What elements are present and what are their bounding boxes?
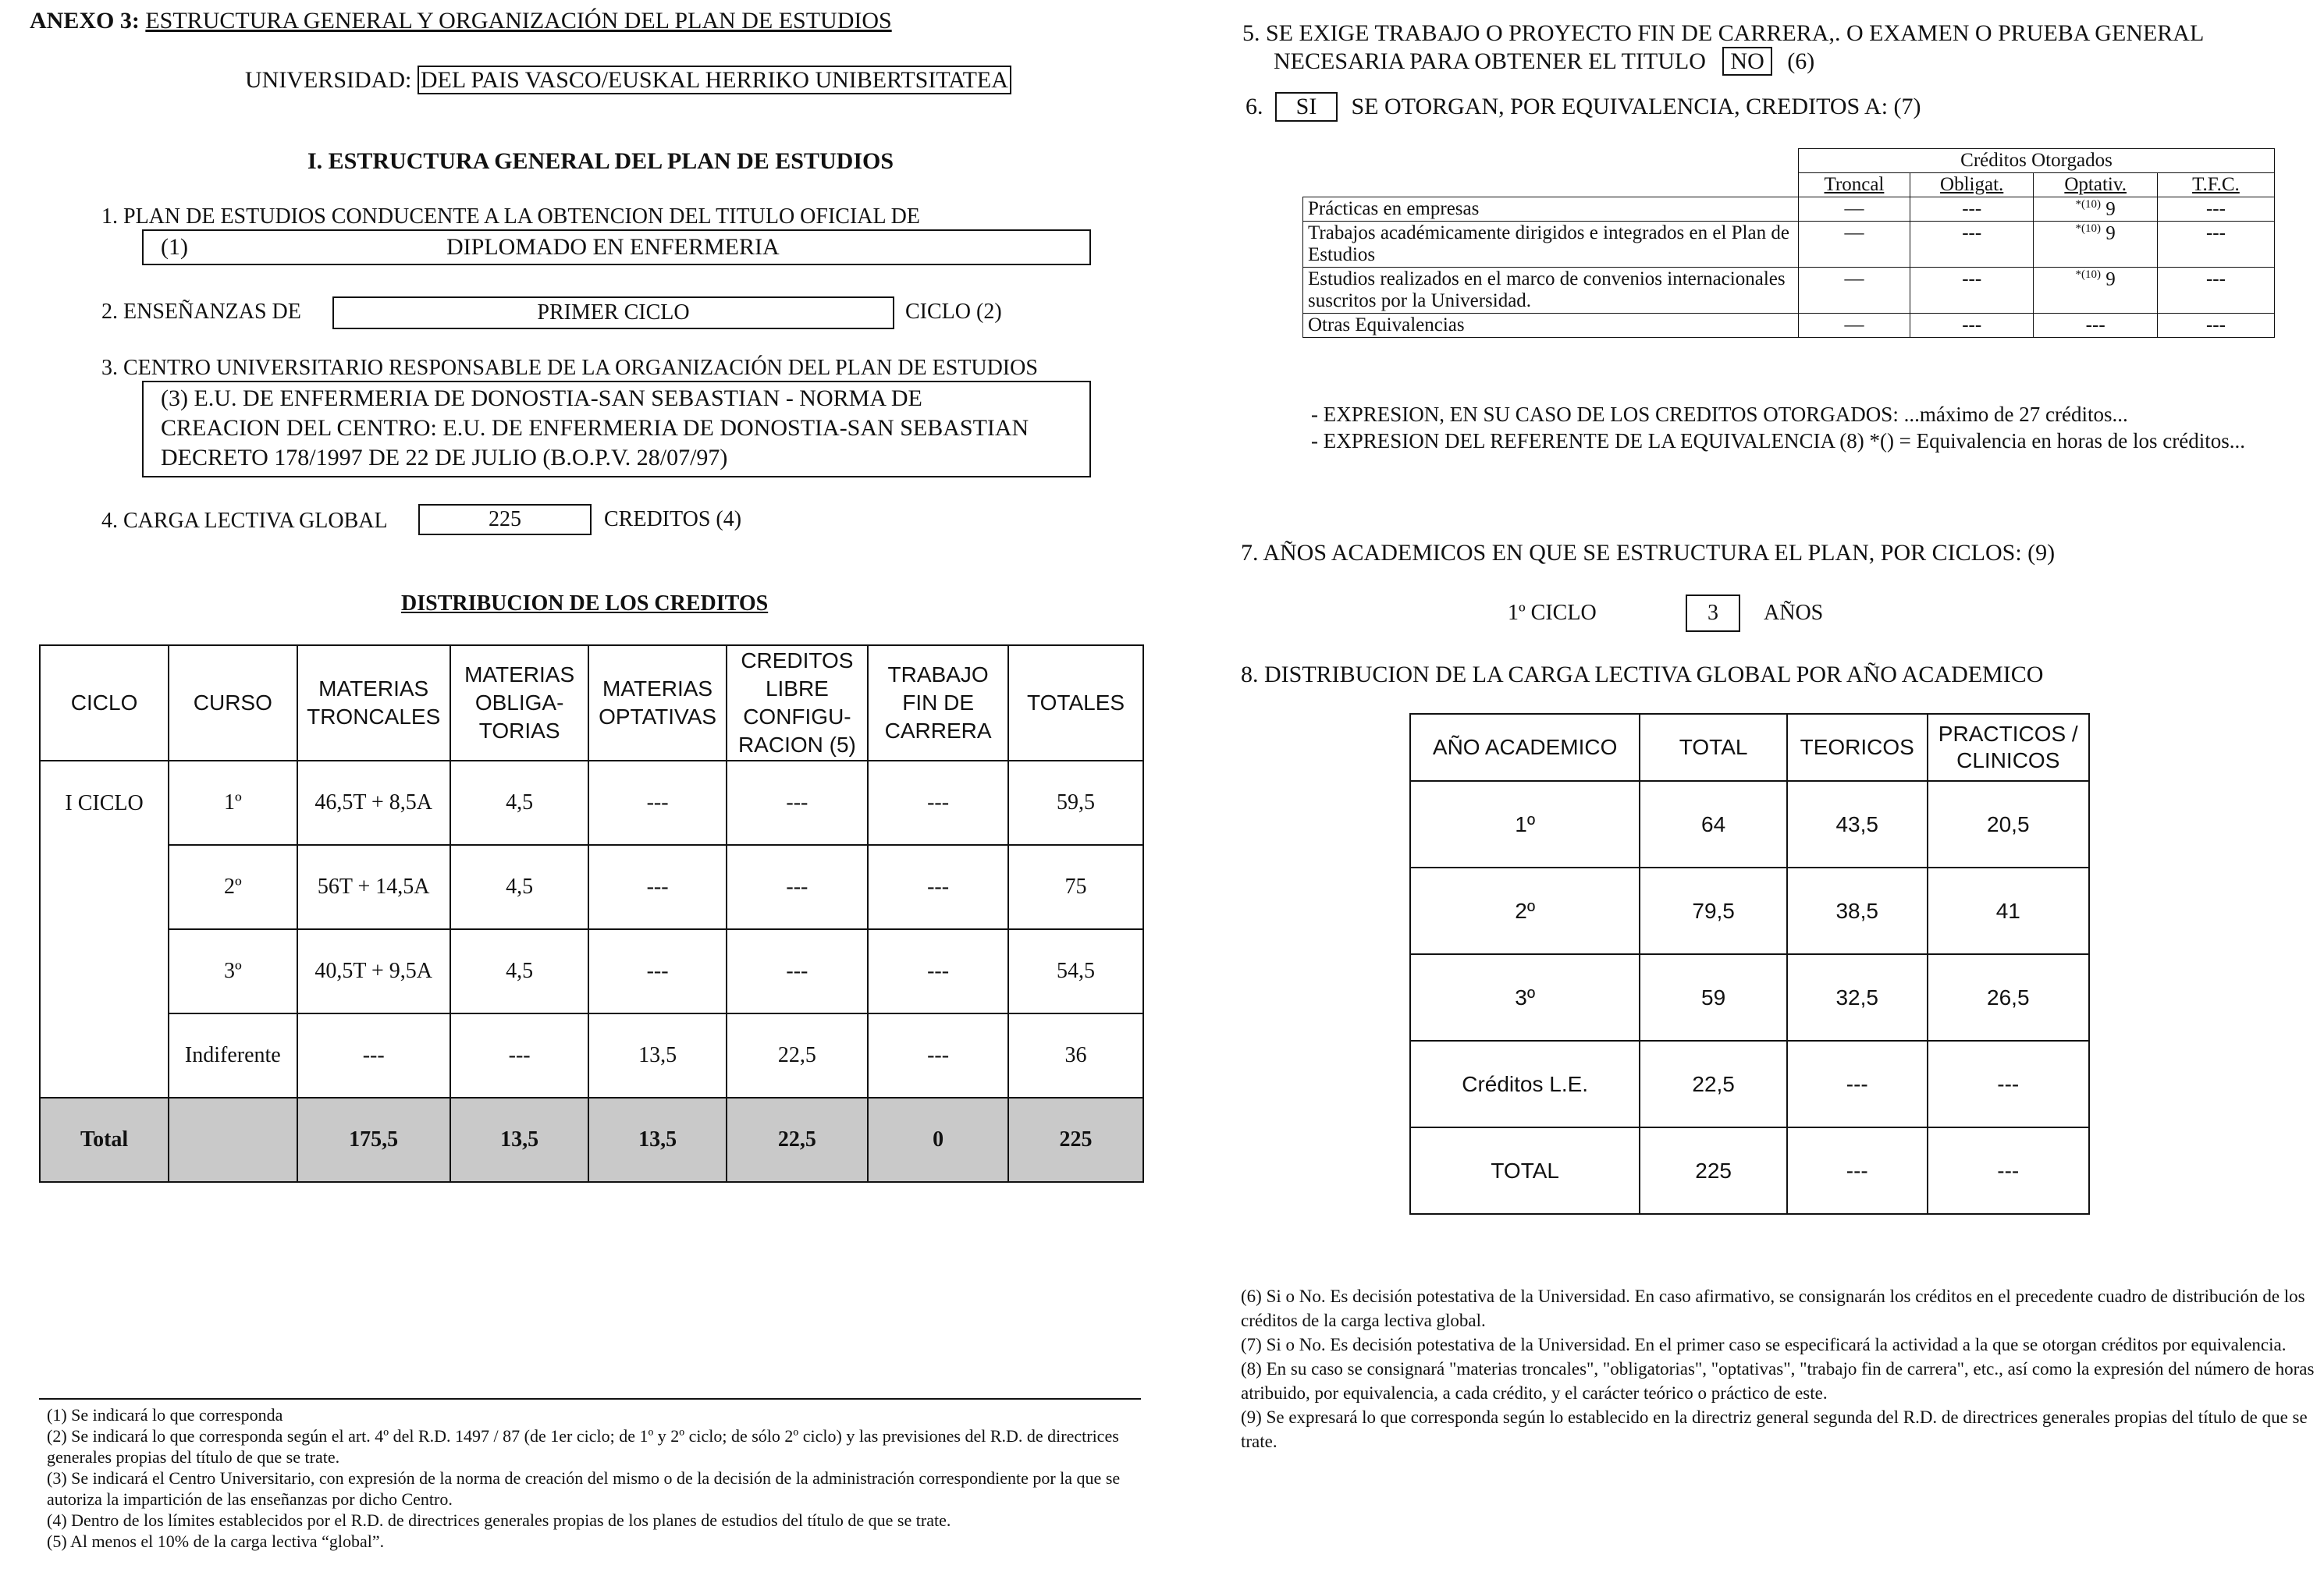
item7-unit: AÑOS (1764, 601, 1824, 625)
years-header-row (1410, 714, 2089, 781)
item4-value: 225 (418, 504, 592, 535)
item5-line2: NECESARIA PARA OBTENER EL TITULO (1274, 48, 1706, 74)
item8-label: 8. DISTRIBUCION DE LA CARGA LECTIVA GLOBAL POR AÑO ACADEMICO (1241, 662, 2044, 687)
dist-cell: 4,5 (450, 845, 589, 929)
item5-value: NO (1722, 47, 1771, 76)
years-cell: Créditos L.E. (1410, 1041, 1640, 1127)
dist-cell: 4,5 (450, 761, 589, 845)
equiv-cell: 9 (2105, 198, 2116, 220)
years-cell: TOTAL (1410, 1127, 1640, 1214)
item2-suffix: CICLO (2) (905, 300, 1002, 324)
item3-line-3: DECRETO 178/1997 DE 22 DE JULIO (B.O.P.V. 28/07/97) (161, 445, 728, 470)
distribution-title: DISTRIBUCION DE LOS CREDITOS (401, 591, 769, 616)
years-cell: 43,5 (1787, 781, 1928, 868)
distribution-table (39, 644, 1144, 1183)
equiv-col-obligat: Obligat. (1940, 174, 2004, 195)
table-row (1303, 222, 2275, 268)
years-cell: --- (1928, 1041, 2089, 1127)
dist-cell: 13,5 (588, 1013, 726, 1098)
item3-line-1: (3) E.U. DE ENFERMERIA DE DONOSTIA-SAN SEBASTIAN - NORMA DE (161, 385, 922, 411)
table-row (40, 845, 1143, 929)
years-cell: 59 (1640, 954, 1787, 1041)
item1-value: DIPLOMADO EN ENFERMERIA (446, 234, 780, 260)
years-cell: 2º (1410, 868, 1640, 954)
equiv-row-label: Prácticas en empresas (1303, 197, 1799, 222)
dist-total-cell: 22,5 (727, 1098, 868, 1182)
item2-value: PRIMER CICLO (332, 296, 894, 329)
item4-suffix: CREDITOS (4) (604, 507, 742, 531)
years-cell: 64 (1640, 781, 1787, 868)
equiv-cell: --- (1910, 314, 2034, 338)
dist-cell-ciclo: I CICLO (40, 761, 169, 1098)
equiv-cell: --- (1910, 222, 2034, 268)
table-row (1303, 314, 2275, 338)
footnotes-left (47, 1404, 1139, 1552)
footnote-9: (9) Se expresará lo que corresponda según lo establecido en la directriz general segunda del R.D. de directrices generales propias del título de que se trate. (1241, 1407, 2308, 1451)
equiv-col-tfc: T.F.C. (2192, 174, 2240, 195)
table-row (1303, 197, 2275, 222)
university-name: DEL PAIS VASCO/EUSKAL HERRIKO UNIBERTSITATEA (418, 66, 1011, 94)
years-cell: 26,5 (1928, 954, 2089, 1041)
table-row (1410, 781, 2089, 868)
equiv-note: *(10) (2075, 268, 2102, 282)
equiv-col-optativ: Optativ. (2064, 174, 2127, 195)
years-header-ano: AÑO ACADEMICO (1410, 714, 1640, 781)
footnote-5: (5) Al menos el 10% de la carga lectiva “global”. (47, 1532, 385, 1551)
equiv-cell: --- (2157, 222, 2274, 268)
dist-cell: 36 (1008, 1013, 1143, 1098)
dist-header-libre: CREDITOS LIBRE CONFIGU-RACION (5) (727, 645, 868, 761)
years-cell: 225 (1640, 1127, 1787, 1214)
table-row-total (40, 1098, 1143, 1182)
equiv-expression-1: - EXPRESION, EN SU CASO DE LOS CREDITOS OTORGADOS: ...máximo de 27 créditos... (1311, 403, 2128, 426)
equiv-cell: — (1798, 197, 1910, 222)
dist-cell: --- (727, 929, 868, 1013)
dist-total-cell: Total (40, 1098, 169, 1182)
dist-cell: --- (868, 929, 1008, 1013)
item6-label: SE OTORGAN, POR EQUIVALENCIA, CREDITOS A: (7) (1351, 94, 1921, 119)
dist-cell: 46,5T + 8,5A (297, 761, 450, 845)
dist-total-cell: 13,5 (450, 1098, 589, 1182)
equiv-columns-row (1303, 173, 2275, 197)
dist-cell: --- (588, 845, 726, 929)
item6-line (1246, 92, 1921, 122)
years-header-practicos: PRACTICOS / CLINICOS (1928, 714, 2089, 781)
item3-box (142, 381, 1091, 477)
distribution-header-row (40, 645, 1143, 761)
footnote-6: (6) Si o No. Es decisión potestativa de la Universidad. En caso afirmativo, se consignarán los créditos en el precedente cuadro de distribución de los créditos de la carga lectiva global. (1241, 1287, 2305, 1330)
dist-header-trabajo: TRABAJO FIN DE CARRERA (868, 645, 1008, 761)
dist-total-cell: 225 (1008, 1098, 1143, 1182)
equiv-note: *(10) (2075, 222, 2102, 236)
years-cell: 3º (1410, 954, 1640, 1041)
dist-cell: --- (727, 761, 868, 845)
equiv-cell: — (1798, 222, 1910, 268)
years-cell: --- (1787, 1041, 1928, 1127)
annex-label: ANEXO 3 (30, 8, 132, 34)
dist-cell: 22,5 (727, 1013, 868, 1098)
dist-cell: 2º (169, 845, 297, 929)
item5-ref: (6) (1787, 48, 1815, 74)
table-row (1410, 868, 2089, 954)
footnote-divider (39, 1398, 1141, 1400)
years-cell: 1º (1410, 781, 1640, 868)
item7-label: 7. AÑOS ACADEMICOS EN QUE SE ESTRUCTURA EL PLAN, POR CICLOS: (9) (1241, 540, 2056, 566)
equiv-cell: --- (2034, 314, 2157, 338)
dist-cell: --- (450, 1013, 589, 1098)
dist-total-cell: 13,5 (588, 1098, 726, 1182)
item7-cycle: 1º CICLO (1508, 601, 1597, 625)
table-row (40, 1013, 1143, 1098)
years-cell: 20,5 (1928, 781, 2089, 868)
item1-label: 1. PLAN DE ESTUDIOS CONDUCENTE A LA OBTENCION DEL TITULO OFICIAL DE (101, 204, 920, 229)
years-header-teoricos: TEORICOS (1787, 714, 1928, 781)
dist-cell: --- (868, 761, 1008, 845)
item5-line2-wrap (1274, 48, 1814, 75)
equiv-cell: --- (2157, 197, 2274, 222)
footnote-4: (4) Dentro de los límites establecidos por el R.D. de directrices generales propias de los planes de estudios del título de que se trate. (47, 1510, 951, 1530)
equiv-cell: --- (1910, 268, 2034, 314)
equiv-row-label: Otras Equivalencias (1303, 314, 1799, 338)
item1-box (142, 229, 1091, 265)
years-cell: 79,5 (1640, 868, 1787, 954)
dist-total-cell: 175,5 (297, 1098, 450, 1182)
years-cell: 38,5 (1787, 868, 1928, 954)
equiv-cell: --- (1910, 197, 2034, 222)
table-row (40, 929, 1143, 1013)
annex-title: ESTRUCTURA GENERAL Y ORGANIZACIÓN DEL PLAN DE ESTUDIOS (145, 8, 892, 34)
equiv-cell: — (1798, 314, 1910, 338)
footnote-2: (2) Se indicará lo que corresponda según el art. 4º del R.D. 1497 / 87 (de 1er ciclo; de 1º y 2º ciclo; de sólo 2º ciclo) y las previsiones del R.D. de directrices generales propias del título de que se trate. (47, 1426, 1119, 1467)
footnote-1: (1) Se indicará lo que corresponda (47, 1405, 283, 1425)
item1-ref: (1) (161, 234, 188, 260)
dist-header-obligatorias: MATERIAS OBLIGA-TORIAS (450, 645, 589, 761)
footnotes-right (1241, 1284, 2318, 1453)
table-row (40, 761, 1143, 845)
years-table (1409, 713, 2090, 1215)
years-cell: --- (1787, 1127, 1928, 1214)
dist-header-optativas: MATERIAS OPTATIVAS (588, 645, 726, 761)
years-cell: 22,5 (1640, 1041, 1787, 1127)
years-cell: 41 (1928, 868, 2089, 954)
section-title: I. ESTRUCTURA GENERAL DEL PLAN DE ESTUDIOS (307, 148, 894, 174)
table-row (1410, 1041, 2089, 1127)
equivalence-table (1302, 148, 2275, 338)
item6-value: SI (1275, 92, 1338, 122)
dist-cell: 3º (169, 929, 297, 1013)
equiv-group-header: Créditos Otorgados (1798, 149, 2274, 173)
item2-label: 2. ENSEÑANZAS DE (101, 300, 301, 324)
dist-cell: --- (727, 845, 868, 929)
university-line (245, 67, 1011, 94)
equiv-col-troncal: Troncal (1824, 174, 1885, 195)
dist-header-totales: TOTALES (1008, 645, 1143, 761)
equiv-cell: --- (2157, 268, 2274, 314)
equiv-expression-2: - EXPRESION DEL REFERENTE DE LA EQUIVALENCIA (8) *() = Equivalencia en horas de los créditos... (1311, 429, 2246, 453)
dist-cell: 56T + 14,5A (297, 845, 450, 929)
equiv-cell: --- (2157, 314, 2274, 338)
equiv-row-label: Estudios realizados en el marco de convenios internacionales suscritos por la Universidad. (1303, 268, 1799, 314)
dist-cell: 54,5 (1008, 929, 1143, 1013)
dist-total-cell (169, 1098, 297, 1182)
dist-cell: 4,5 (450, 929, 589, 1013)
footnote-3: (3) Se indicará el Centro Universitario, con expresión de la norma de creación del mismo o de la decisión de la administración correspondiente por la que se autoriza la impartición de las enseñanzas por dicho Centro. (47, 1468, 1121, 1509)
dist-header-troncales: MATERIAS TRONCALES (297, 645, 450, 761)
years-cell: --- (1928, 1127, 2089, 1214)
dist-cell: 75 (1008, 845, 1143, 929)
years-cell: 32,5 (1787, 954, 1928, 1041)
dist-cell: --- (868, 1013, 1008, 1098)
equiv-note: *(10) (2075, 198, 2102, 211)
dist-cell: --- (297, 1013, 450, 1098)
equiv-cell: — (1798, 268, 1910, 314)
item3-line-2: CREACION DEL CENTRO: E.U. DE ENFERMERIA DE DONOSTIA-SAN SEBASTIAN (161, 415, 1029, 441)
dist-cell: Indiferente (169, 1013, 297, 1098)
equiv-row-label: Trabajos académicamente dirigidos e integrados en el Plan de Estudios (1303, 222, 1799, 268)
equiv-cell: 9 (2105, 268, 2116, 290)
dist-total-cell: 0 (868, 1098, 1008, 1182)
dist-cell: 40,5T + 9,5A (297, 929, 450, 1013)
item7-value: 3 (1686, 595, 1740, 632)
dist-header-ciclo: CICLO (40, 645, 169, 761)
years-header-total: TOTAL (1640, 714, 1787, 781)
dist-cell: --- (588, 929, 726, 1013)
dist-cell: --- (588, 761, 726, 845)
item6-number: 6. (1246, 94, 1263, 119)
dist-cell: --- (868, 845, 1008, 929)
footnote-7: (7) Si o No. Es decisión potestativa de la Universidad. En el primer caso se especificará la actividad a la que se otorgan créditos por equivalencia. (1241, 1335, 2287, 1354)
item3-label: 3. CENTRO UNIVERSITARIO RESPONSABLE DE LA ORGANIZACIÓN DEL PLAN DE ESTUDIOS (101, 356, 1038, 380)
equiv-group-row (1303, 149, 2275, 173)
dist-header-curso: CURSO (169, 645, 297, 761)
table-row (1410, 954, 2089, 1041)
item5-line1: 5. SE EXIGE TRABAJO O PROYECTO FIN DE CARRERA,. O EXAMEN O PRUEBA GENERAL (1242, 20, 2205, 46)
item4-label: 4. CARGA LECTIVA GLOBAL (101, 509, 388, 533)
table-row (1410, 1127, 2089, 1214)
dist-cell: 1º (169, 761, 297, 845)
equiv-cell: 9 (2105, 222, 2116, 244)
dist-cell: 59,5 (1008, 761, 1143, 845)
annex-heading: ANEXO 3: ESTRUCTURA GENERAL Y ORGANIZACIÓN DEL PLAN DE ESTUDIOS (30, 8, 892, 34)
footnote-8: (8) En su caso se consignará "materias troncales", "obligatorias", "optativas", "trabajo fin de carrera", etc., así como la expresión del número de horas atribuido, por equivalencia, a cada crédito, y el carácter teórico o práctico de este. (1241, 1359, 2315, 1403)
university-label: UNIVERSIDAD: (245, 67, 412, 93)
table-row (1303, 268, 2275, 314)
